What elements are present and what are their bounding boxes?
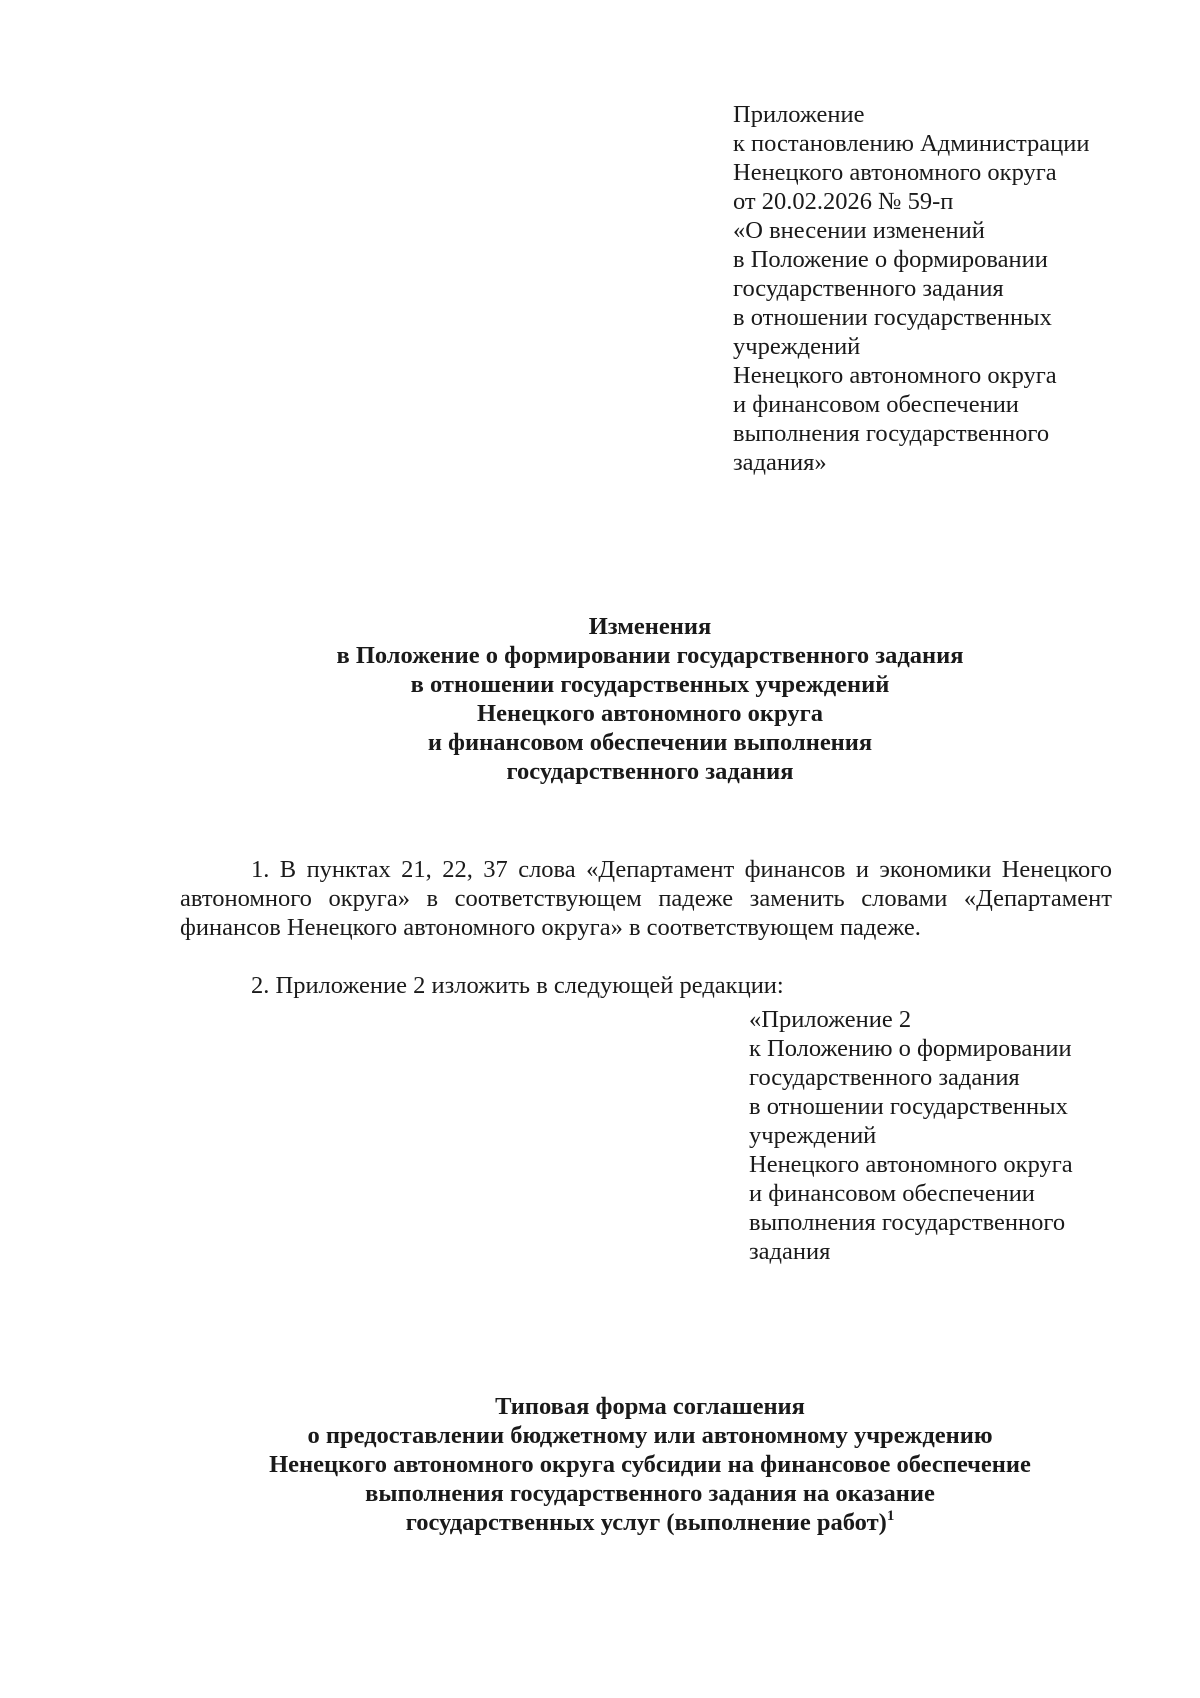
appendix2-header-line: задания (749, 1238, 831, 1265)
paragraph-2-block (180, 971, 1112, 1000)
form-heading-line (0, 1508, 1200, 1537)
appendix-header-line: государственного задания (733, 275, 1004, 302)
form-heading-line: Типовая форма соглашения (495, 1393, 805, 1420)
form-heading-line: выполнения государственного задания на оказание (365, 1480, 935, 1507)
form-heading-last-line-text: государственных услуг (выполнение работ) (405, 1509, 887, 1536)
appendix2-header-line: государственного задания (749, 1064, 1020, 1091)
appendix2-header (749, 1005, 1073, 1266)
appendix2-header-line: «Приложение 2 (749, 1006, 912, 1033)
appendix-header-line: к постановлению Администрации (733, 130, 1090, 157)
appendix-header-line: выполнения государственного (733, 420, 1050, 447)
appendix2-header-line: Ненецкого автономного округа (749, 1151, 1073, 1178)
appendix-header-line: учреждений (733, 333, 861, 360)
changes-heading (0, 612, 1200, 786)
appendix2-header-line: в отношении государственных (749, 1093, 1068, 1120)
changes-heading-line: и финансовом обеспечении выполнения (427, 729, 873, 756)
appendix2-header-line: выполнения государственного (749, 1209, 1066, 1236)
footnote-mark: 1 (886, 1508, 895, 1524)
changes-heading-line: Изменения (588, 613, 712, 640)
form-heading (0, 1392, 1200, 1537)
appendix-header-line: в Положение о формировании (733, 246, 1048, 273)
form-heading-line: Ненецкого автономного округа субсидии на финансовое обеспечение (269, 1451, 1031, 1478)
changes-heading-line: в Положение о формировании государственного задания (336, 642, 964, 669)
appendix2-header-line: к Положению о формировании (749, 1035, 1072, 1062)
appendix-header-line: от 20.02.2026 № 59-п (733, 188, 954, 215)
paragraph-1-block (180, 855, 1112, 942)
paragraph-1: 1. В пунктах 21, 22, 37 слова «Департамент финансов и экономики Ненецкого автономного округа» в соответствующем падеже заменить словами «Департамент финансов Ненецкого автономного округа» в соответствующем падеже. (180, 856, 1112, 941)
appendix-header-line: «О внесении изменений (733, 217, 985, 244)
appendix-header-line: и финансовом обеспечении (733, 391, 1019, 418)
changes-heading-line: государственного задания (506, 758, 794, 785)
appendix2-header-line: и финансовом обеспечении (749, 1180, 1035, 1207)
appendix-header-line: Приложение (733, 101, 865, 128)
appendix-header-line: в отношении государственных (733, 304, 1052, 331)
appendix-header-line: Ненецкого автономного округа (733, 362, 1057, 389)
appendix-header-line: задания» (733, 449, 827, 476)
form-heading-line: о предоставлении бюджетному или автономному учреждению (307, 1422, 993, 1449)
changes-heading-line: в отношении государственных учреждений (410, 671, 890, 698)
paragraph-2: 2. Приложение 2 изложить в следующей редакции: (251, 972, 784, 999)
appendix-header (733, 100, 1089, 477)
appendix-header-line: Ненецкого автономного округа (733, 159, 1057, 186)
changes-heading-line: Ненецкого автономного округа (477, 700, 823, 727)
appendix2-header-line: учреждений (749, 1122, 877, 1149)
